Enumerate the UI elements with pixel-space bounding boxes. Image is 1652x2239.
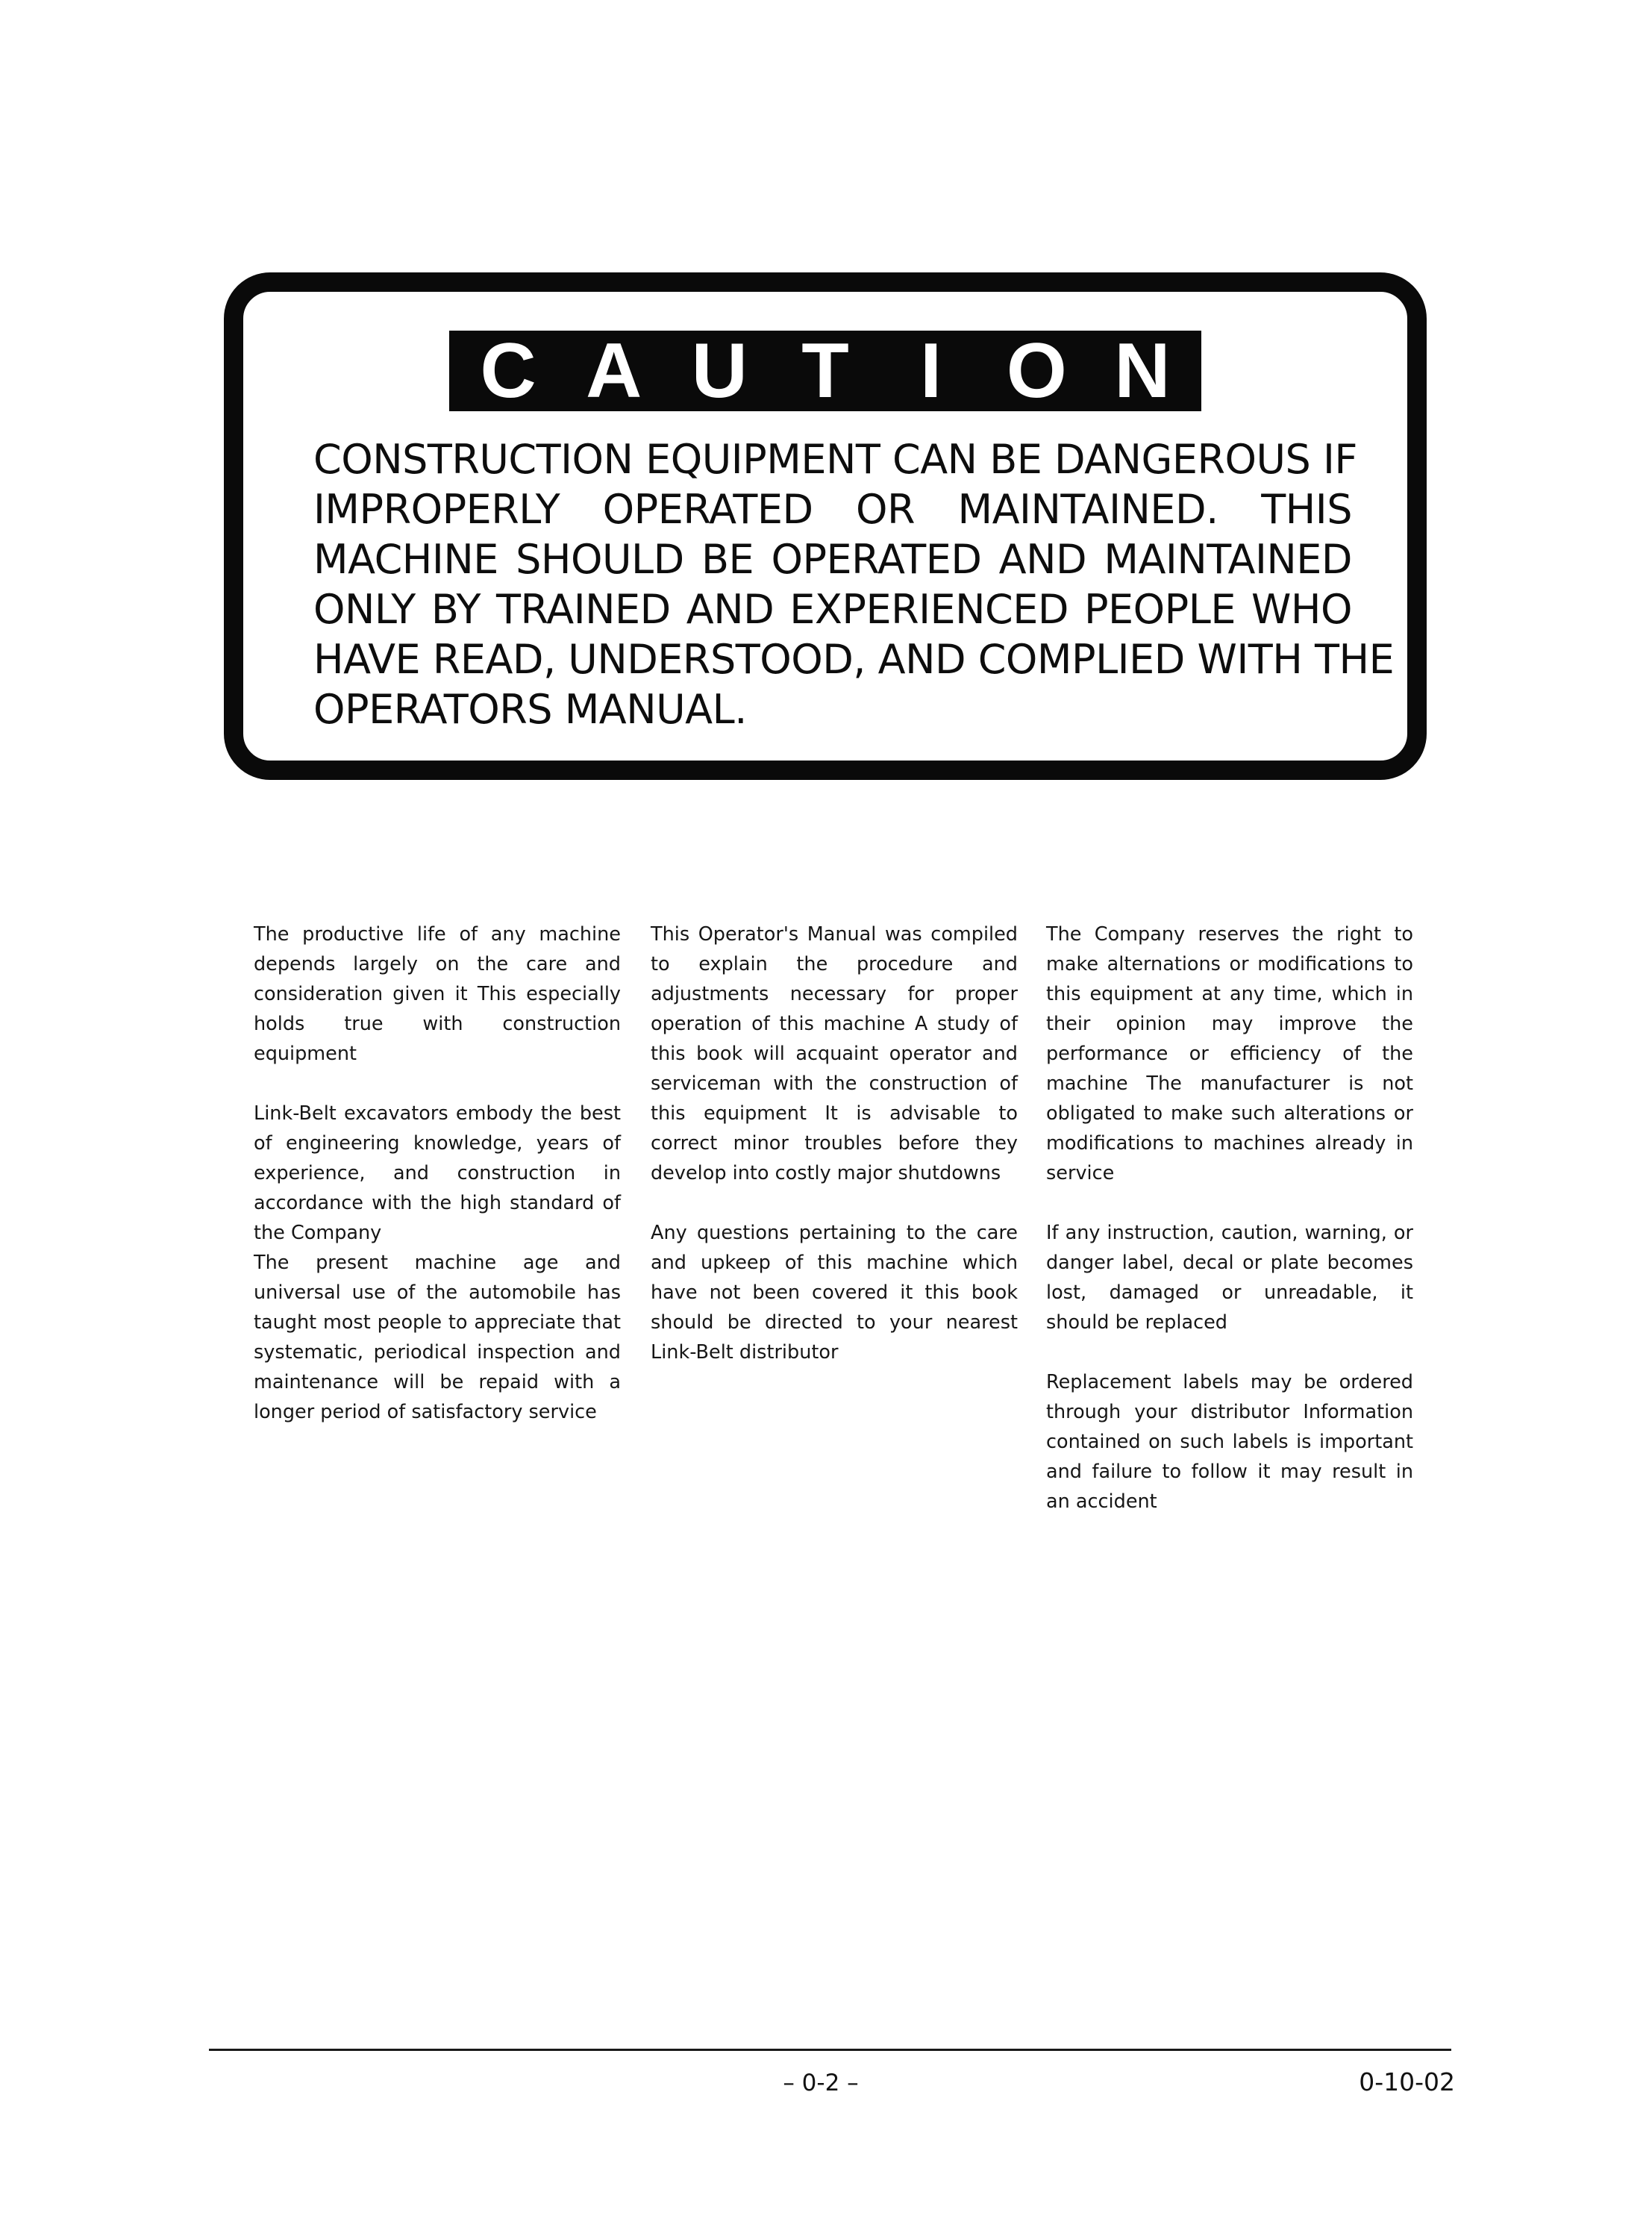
text-column-left — [254, 919, 621, 1457]
page-number: – 0-2 – — [783, 2070, 859, 2096]
paragraph: The present machine age and universal use of the automobile has taught most people to appreciate that systematic, periodical inspection and maintenance will be repaid with a longer period of satisfactory service — [254, 1252, 621, 1423]
paragraph: The productive life of any machine depends largely on the care and consideration given it This especially holds true with construction equipment — [254, 923, 621, 1065]
caution-banner — [449, 328, 1201, 414]
caution-line: MACHINE SHOULD BE OPERATED AND MAINTAINED — [313, 536, 1352, 583]
caution-letter: U — [691, 328, 748, 414]
caution-letter: O — [1006, 328, 1067, 414]
paragraph: Link-Belt excavators embody the best of engineering knowledge, years of experience, and construction in accordance with the high standard of the Company — [254, 1102, 621, 1244]
paragraph: Any questions pertaining to the care and upkeep of this machine which have not been covered it this book should be directed to your nearest Link-Belt distributor — [651, 1222, 1018, 1364]
caution-warning-text — [313, 434, 1395, 734]
caution-line: CONSTRUCTION EQUIPMENT CAN BE DANGEROUS IF — [313, 436, 1357, 483]
footer-divider — [209, 2049, 1451, 2051]
text-column-middle — [651, 919, 1018, 1397]
document-code: 0-10-02 — [1359, 2067, 1455, 2096]
text-column-right — [1046, 919, 1413, 1546]
caution-letter: A — [586, 328, 642, 414]
paragraph: If any instruction, caution, warning, or danger label, decal or plate becomes lost, damaged or unreadable, it should be replaced — [1046, 1222, 1413, 1334]
caution-line: OPERATORS MANUAL. — [313, 686, 747, 733]
caution-line: IMPROPERLY OPERATED OR MAINTAINED. THIS — [313, 486, 1352, 533]
caution-line: ONLY BY TRAINED AND EXPERIENCED PEOPLE WHO — [313, 586, 1352, 633]
caution-letter: N — [1114, 328, 1171, 414]
paragraph: The Company reserves the right to make alternations or modifications to this equipment at any time, which in their opinion may improve the performance or efficiency of the machine The manufacturer is not obligated to make such alterations or modifications to machines already in service — [1046, 923, 1413, 1184]
caution-letter: C — [480, 328, 536, 414]
caution-letter: T — [801, 328, 849, 414]
paragraph: Replacement labels may be ordered through your distributor Information contained on such labels is important and failure to follow it may result in an accident — [1046, 1371, 1413, 1513]
caution-line: HAVE READ, UNDERSTOOD, AND COMPLIED WITH THE — [313, 636, 1395, 683]
caution-letter: I — [920, 328, 942, 414]
paragraph: This Operator's Manual was compiled to explain the procedure and adjustments necessary for proper operation of this machine A study of this book will acquaint operator and serviceman with the construction of this equipment It is advisable to correct minor troubles before they develop into costly major shutdowns — [651, 923, 1018, 1184]
